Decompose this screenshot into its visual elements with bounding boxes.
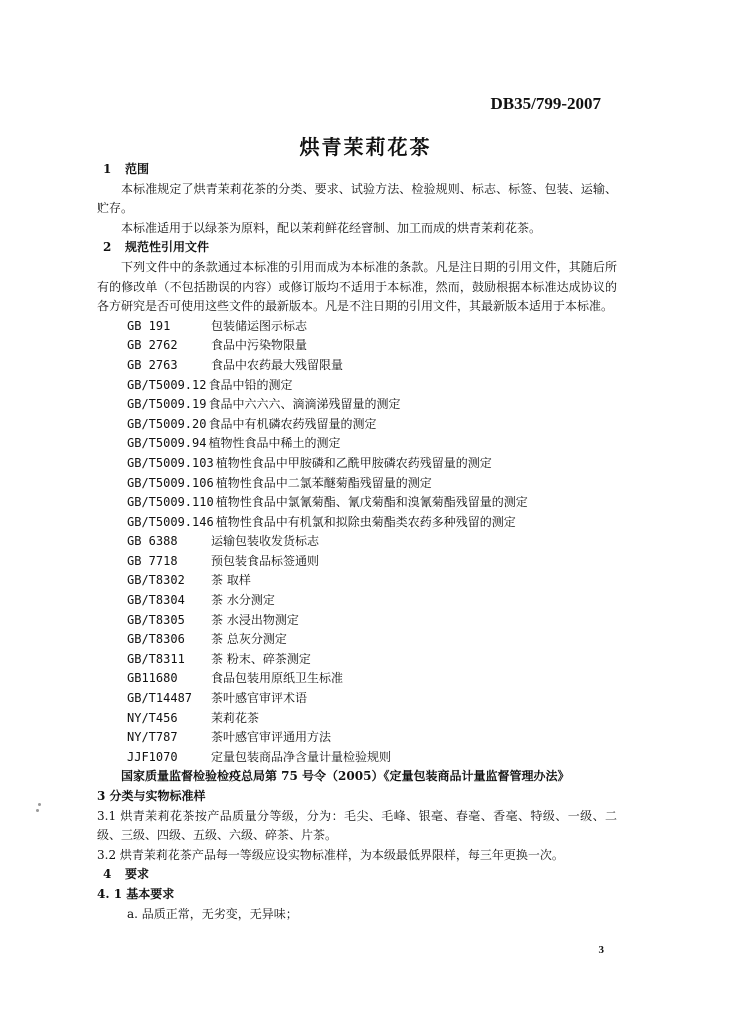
reference-item [97,415,617,435]
reference-name: 植物性食品中氯氰菊酯、氰戊菊酯和溴氰菊酯残留量的测定 [215,495,528,510]
reference-item [97,571,617,591]
reference-item [97,513,617,533]
reference-code: GB 6388 [127,534,178,549]
reference-code: GB 7718 [127,553,178,568]
reference-item [97,493,617,513]
section-4-heading [97,865,617,885]
section-4-1-heading: 4. 1 基本要求 [97,886,175,901]
reference-code: JJF1070 [127,749,178,764]
reference-code: NY/T456 [127,710,178,725]
section-3-heading: 3 分类与实物标准样 [97,789,206,803]
reference-code: GB/T5009.103 [127,455,214,470]
reference-code: GB 2762 [127,338,178,353]
reference-name: 食品中六六六、滴滴涕残留量的测定 [208,397,401,412]
section-number: 1 [103,162,112,176]
reference-item [97,748,617,768]
reference-name: 茶叶感官审评术语 [211,691,308,706]
reference-name: 植物性食品中有机氯和拟除虫菊酯类农药多种残留的测定 [215,514,516,529]
reference-name: 茶 取样 [211,573,251,588]
reference-code: GB 2763 [127,357,178,372]
scan-speck [38,803,41,806]
document-title: 烘青茉莉花茶 [299,135,432,159]
reference-item [97,395,617,415]
reference-name: 茶 总灰分测定 [211,632,287,647]
reference-item [97,552,617,572]
reference-code: NY/T787 [127,730,178,745]
reference-item [97,650,617,670]
section-1-paragraph-2: 本标准适用于以绿茶为原料，配以茉莉鲜花经窨制、加工而成的烘青茉莉花茶。 [121,220,542,235]
document-number: DB35/799-2007 [490,94,601,113]
reference-item [97,709,617,729]
section-1-heading [97,160,617,180]
page-number: 3 [598,944,604,956]
reference-item [97,356,617,376]
reference-name: 茶 粉末、碎茶测定 [211,651,311,666]
reference-item [97,336,617,356]
reference-name: 植物性食品中二氯苯醚菊酯残留量的测定 [215,475,432,490]
reference-code: GB/T8311 [127,651,185,666]
reference-name: 定量包装商品净含量计量检验规则 [211,749,392,764]
reference-name: 食品中农药最大残留限量 [211,357,344,372]
scan-speck [36,809,39,812]
reference-item [97,317,617,337]
section-title: 范围 [125,162,150,176]
reference-name: 食品中污染物限量 [211,338,308,353]
reference-code: GB/T5009.146 [127,514,214,529]
section-title: 规范性引用文件 [125,240,210,255]
reference-code: GB/T8302 [127,573,185,588]
reference-name: 食品包装用原纸卫生标准 [211,671,344,686]
reference-code: GB/T8305 [127,612,185,627]
section-title: 要求 [125,867,150,882]
reference-name: 运输包装收发货标志 [211,534,320,549]
reference-item [97,689,617,709]
section-1-paragraph-1: 本标准规定了烘青茉莉花茶的分类、要求、试验方法、检验规则、标志、标签、包装、运输、贮存。 [97,181,617,216]
reference-name: 茶叶感官审评通用方法 [211,730,332,745]
reference-name: 包装储运图示标志 [211,318,308,333]
document-body [97,160,617,924]
reference-item [97,532,617,552]
reference-item [97,591,617,611]
reference-item [97,611,617,631]
reference-item [97,728,617,748]
reference-item [97,630,617,650]
section-number: 2 [103,240,112,255]
section-number: 4 [103,867,112,882]
reference-code: GB/T8306 [127,632,185,647]
reference-code: GB/T5009.19 [127,397,207,412]
reference-code: GB/T5009.94 [127,436,207,451]
reference-code: GB/T5009.20 [127,416,207,431]
reference-name: 茶 水分测定 [211,593,275,608]
reference-name: 植物性食品中稀土的测定 [208,436,341,451]
reference-name: 预包装食品标签通则 [211,553,320,568]
reference-code: GB/T8304 [127,593,185,608]
reference-code: GB/T5009.110 [127,495,214,510]
reference-name: 食品中铅的测定 [208,377,293,392]
section-2-heading [97,238,617,258]
section-2-intro: 下列文件中的条款通过本标准的引用而成为本标准的条款。凡是注日期的引用文件，其随后所有的修改单（不包括勘误的内容）或修订版均不适用于本标准，然而，鼓励根据本标准达成协议的各方研究是否可使用这些文件的最新版本。凡是不注日期的引用文件，其最新版本适用于本标准。 [97,259,617,314]
reference-code: GB/T14487 [127,691,193,706]
reference-code: GB11680 [127,671,178,686]
reference-item [97,669,617,689]
reference-name: 茉莉花茶 [211,710,260,725]
reference-name: 植物性食品中甲胺磷和乙酰甲胺磷农药残留量的测定 [215,455,492,470]
decree-reference: 国家质量监督检验检疫总局第 75 号令（2005）《定量包装商品计量监督管理办法》 [121,769,570,784]
reference-item [97,376,617,396]
section-3-1-paragraph: 3.1 烘青茉莉花茶按产品质量分等级，分为：毛尖、毛峰、银毫、春毫、香毫、特级、一级、二级、三级、四级、五级、六级、碎茶、片茶。 [97,808,617,843]
reference-item [97,454,617,474]
section-3-2-paragraph: 3.2 烘青茉莉花茶产品每一等级应设实物标准样，为本级最低界限样，每三年更换一次。 [97,847,564,862]
reference-code: GB 191 [127,318,171,333]
reference-item [97,474,617,494]
requirement-item-a: a. 品质正常，无劣变，无异味； [127,906,298,921]
reference-code: GB/T5009.12 [127,377,207,392]
reference-name: 茶 水浸出物测定 [211,612,299,627]
reference-code: GB/T5009.106 [127,475,214,490]
reference-item [97,434,617,454]
reference-name: 食品中有机磷农药残留量的测定 [208,416,377,431]
